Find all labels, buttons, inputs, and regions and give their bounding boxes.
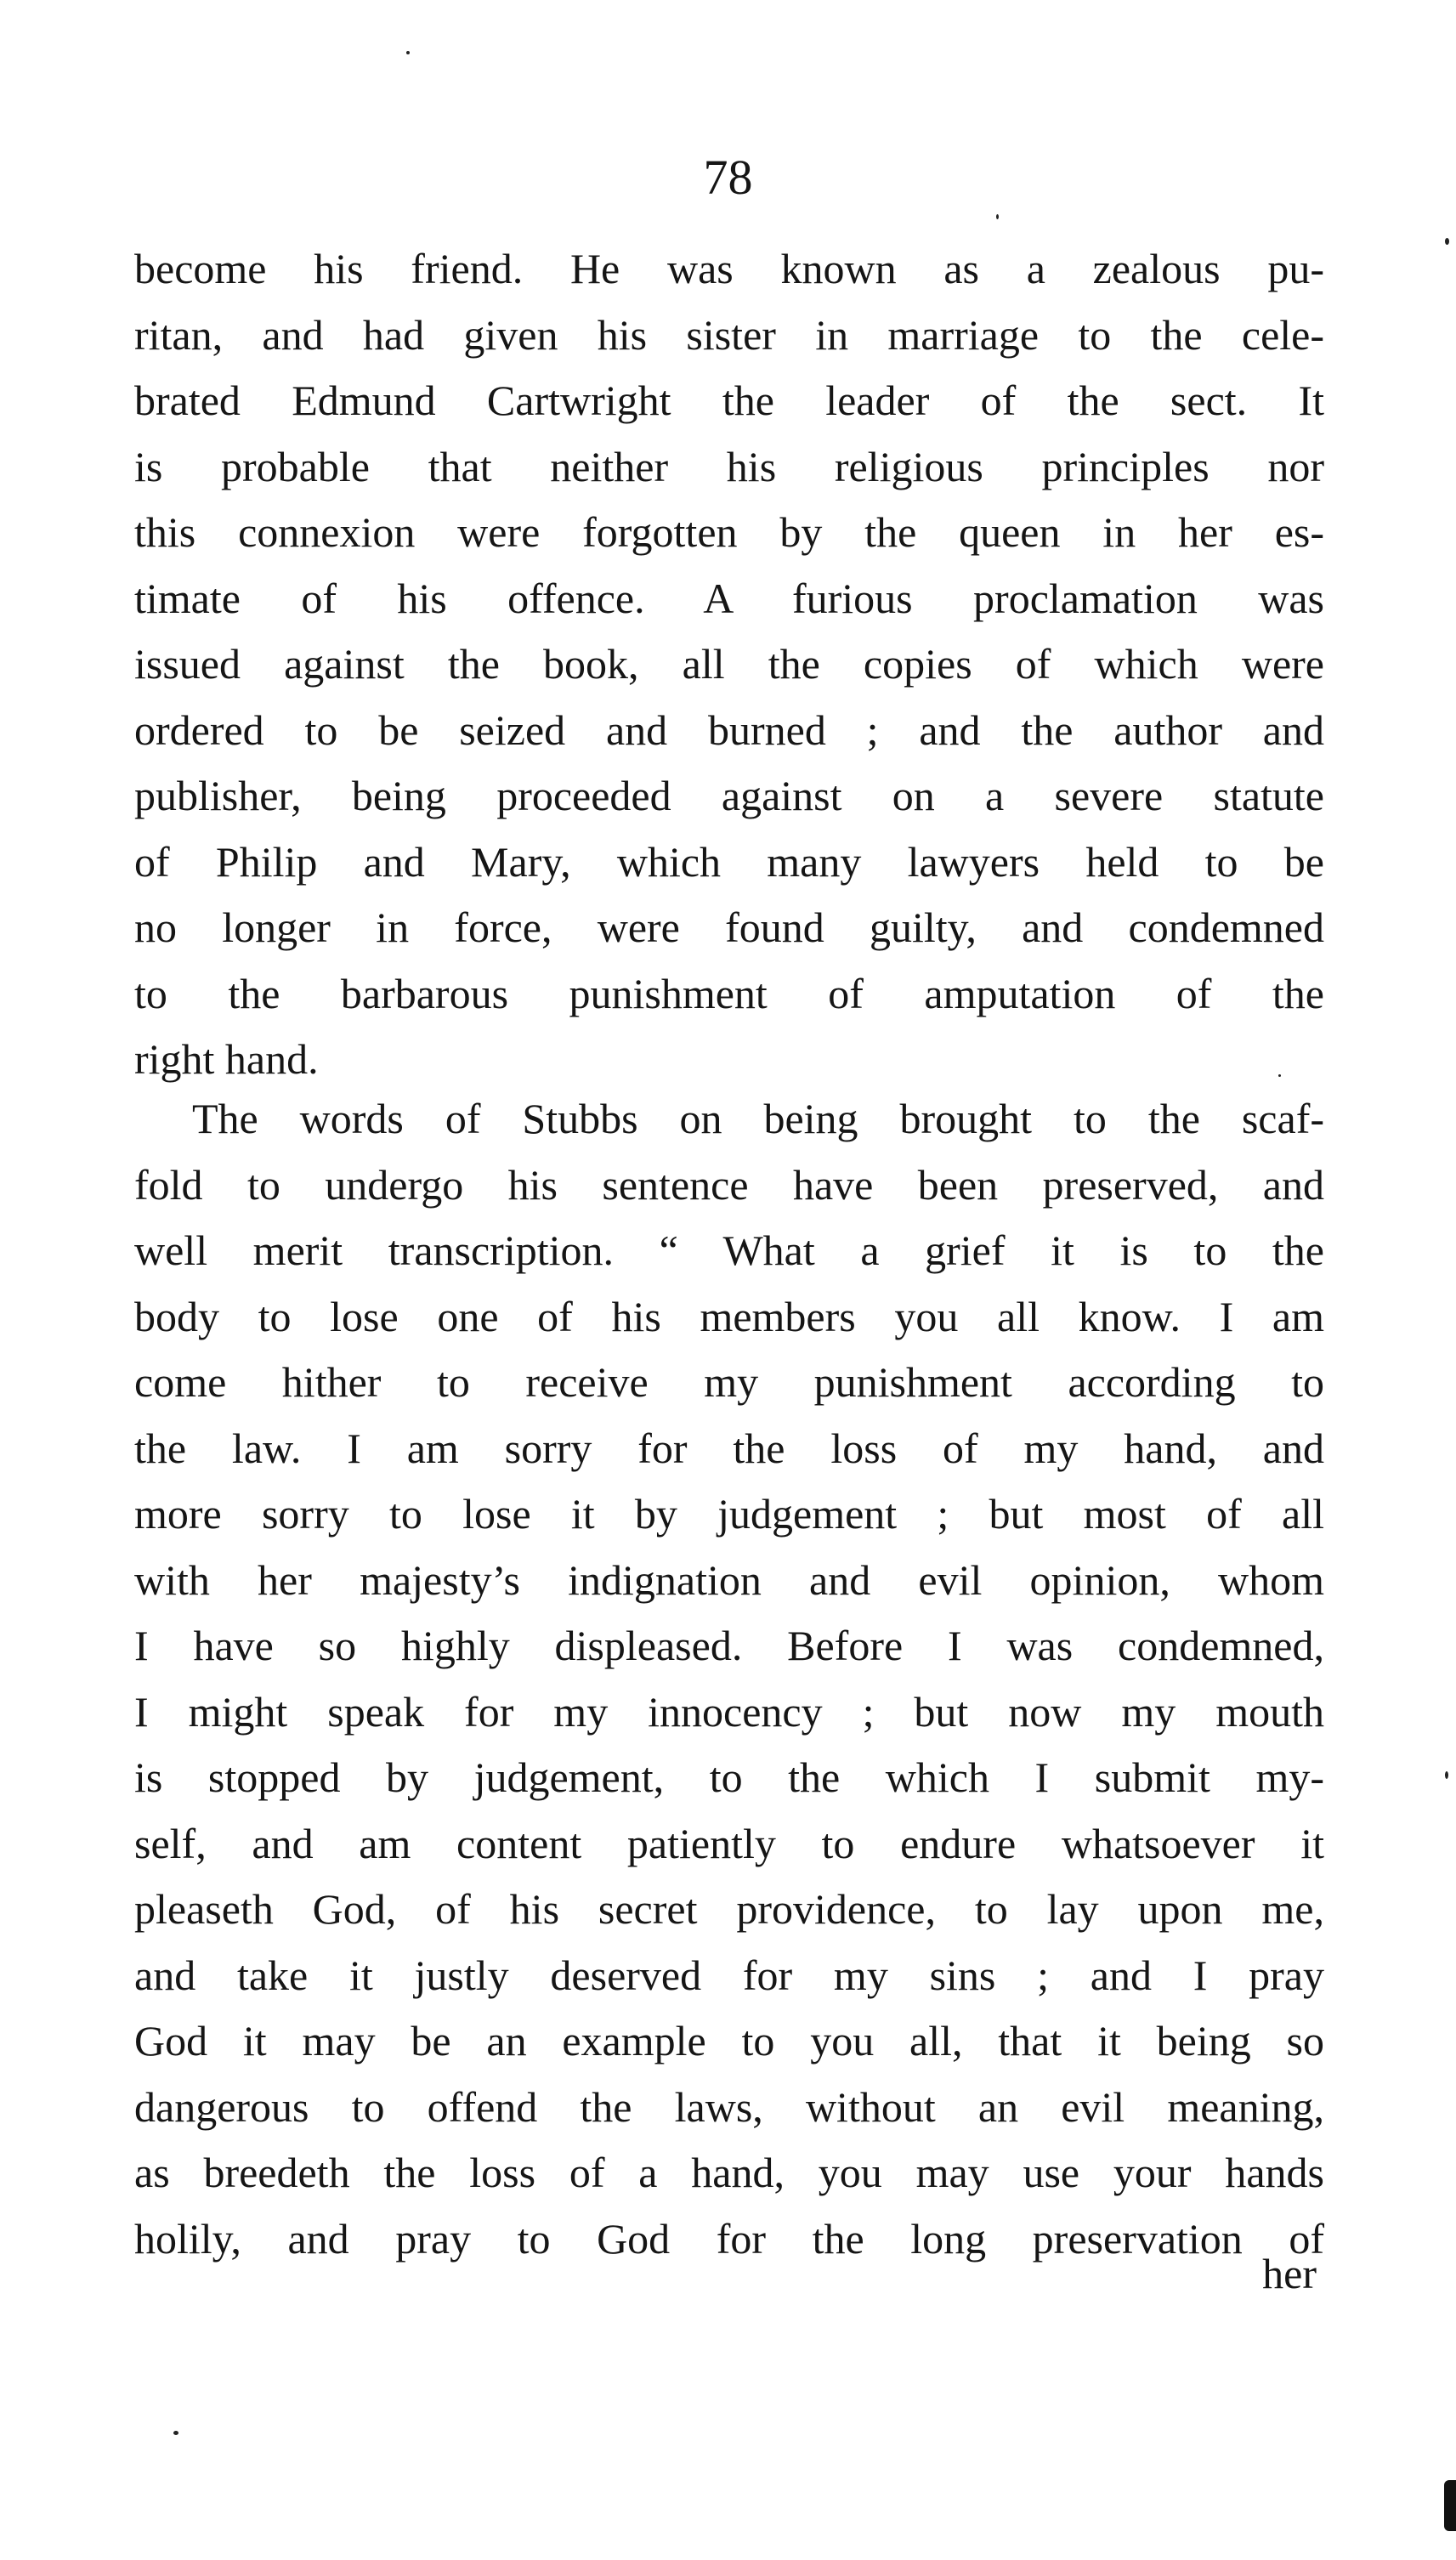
page-edge-mark	[1444, 2480, 1456, 2531]
scan-speck	[1445, 238, 1449, 245]
scan-speck	[1445, 1771, 1448, 1779]
scan-speck	[1278, 1074, 1281, 1077]
text-line: body to lose one of his members you all know. I am	[134, 1292, 1324, 1340]
text-line: become his friend. He was known as a zealous pu-	[134, 245, 1324, 292]
text-line: come hither to receive my punishment according to	[134, 1358, 1324, 1406]
text-line: pleaseth God, of his secret providence, to lay upon me,	[134, 1885, 1324, 1933]
text-line: is probable that neither his religious principles nor	[134, 442, 1324, 490]
text-line: issued against the book, all the copies of which were	[134, 640, 1324, 688]
scan-speck	[406, 51, 410, 54]
text-line: The words of Stubbs on being brought to the scaf-	[192, 1095, 1324, 1142]
text-line: timate of his offence. A furious proclamation was	[134, 574, 1324, 622]
text-line: right hand.	[134, 1035, 319, 1083]
text-line: as breedeth the loss of a hand, you may use your hands	[134, 2149, 1324, 2196]
text-line: I might speak for my innocency ; but now my mouth	[134, 1687, 1324, 1736]
scan-speck	[173, 2431, 178, 2435]
text-line: dangerous to offend the laws, without an evil meaning,	[134, 2082, 1324, 2131]
text-line: no longer in force, were found guilty, and condemned	[134, 903, 1324, 951]
text-line: holily, and pray to God for the long preservation of	[134, 2214, 1324, 2263]
text-line: well merit transcription. “ What a grief it is to the	[134, 1226, 1324, 1274]
text-line: the law. I am sorry for the loss of my hand, and	[134, 1424, 1324, 1472]
text-line: ritan, and had given his sister in marriage to the cele-	[134, 310, 1324, 359]
text-line: to the barbarous punishment of amputation of the	[134, 969, 1324, 1017]
text-line: this connexion were forgotten by the queen in her es-	[134, 508, 1324, 556]
text-line: fold to undergo his sentence have been preserved, and	[134, 1160, 1324, 1209]
text-line: brated Edmund Cartwright the leader of the sect. It	[134, 377, 1324, 424]
text-line: with her majesty’s indignation and evil opinion, whom	[134, 1555, 1324, 1604]
text-line: and take it justly deserved for my sins ; and I pray	[134, 1951, 1324, 1999]
text-line: God it may be an example to you all, that it being so	[134, 2017, 1324, 2064]
scan-speck	[996, 214, 999, 219]
text-line: publisher, being proceeded against on a severe statute	[134, 772, 1324, 819]
text-line: more sorry to lose it by judgement ; but most of all	[134, 1490, 1324, 1538]
text-line: of Philip and Mary, which many lawyers held to be	[134, 837, 1324, 886]
text-line: is stopped by judgement, to the which I submit my-	[134, 1753, 1324, 1801]
text-line: I have so highly displeased. Before I was condemned,	[134, 1622, 1324, 1669]
catchword: her	[1262, 2250, 1317, 2297]
paragraph-2	[134, 1086, 1324, 2272]
text-line: self, and am content patiently to endure whatsoever it	[134, 1819, 1324, 1867]
paragraph-1	[134, 236, 1324, 1093]
page-number: 78	[703, 150, 753, 205]
text-line: ordered to be seized and burned ; and the author and	[134, 705, 1324, 754]
